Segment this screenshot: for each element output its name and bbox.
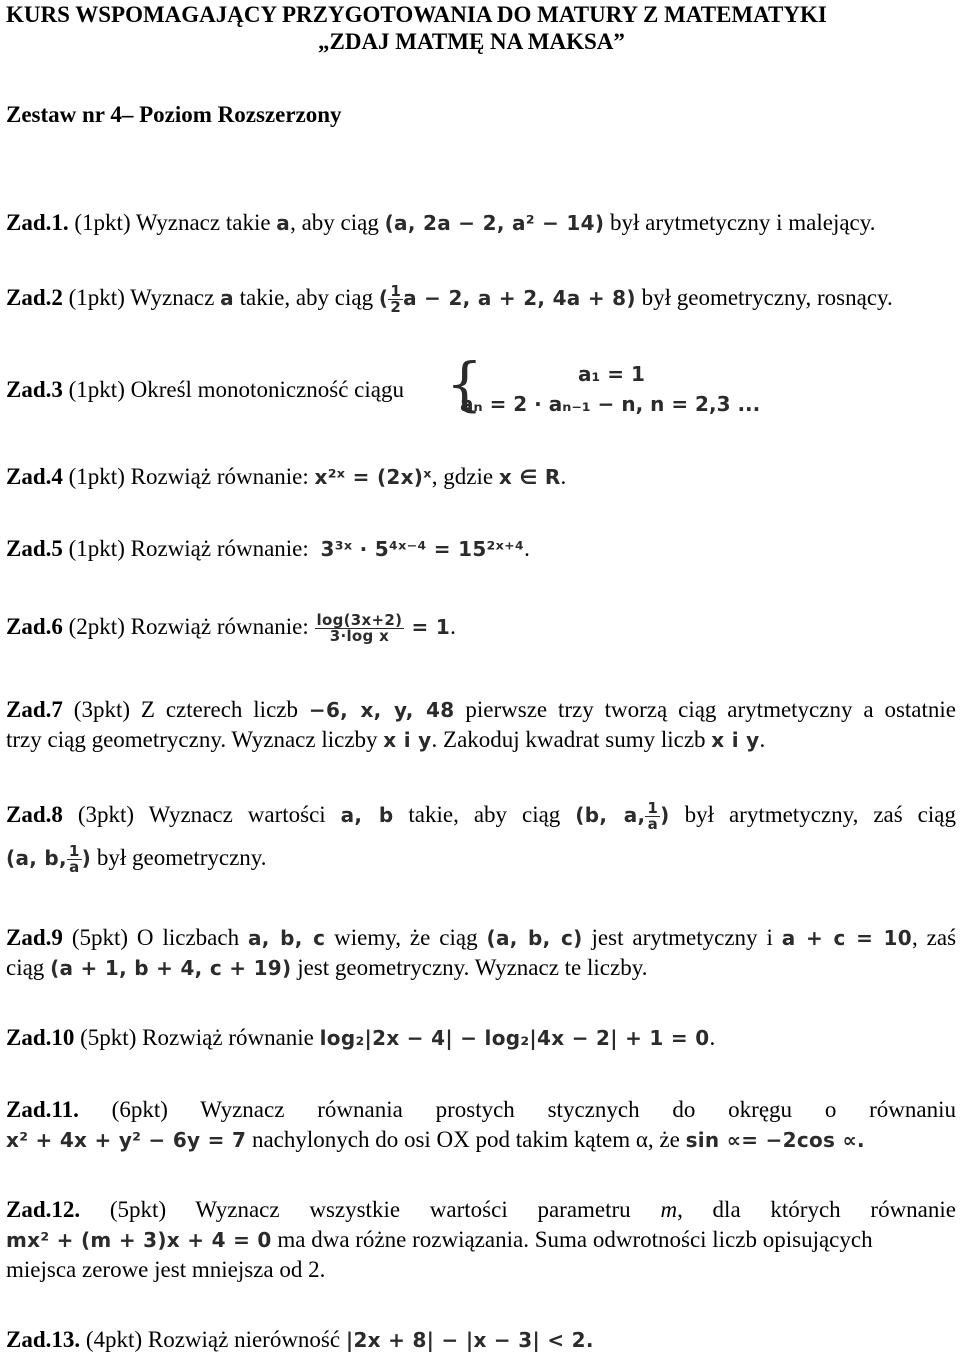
fraction: $\frac{1}{2}$ — [390, 282, 402, 316]
task-label: Zad.5 — [6, 536, 63, 561]
set-title: Zestaw nr 4– Poziom Rozszerzony — [6, 102, 342, 127]
task-text: . — [524, 536, 530, 561]
task-text: , aby ciąg — [290, 210, 379, 235]
task-text: (5pkt) O liczbach — [71, 925, 240, 950]
task-text: (5pkt) Wyznacz wszystkie wartości parametru — [109, 1197, 631, 1222]
task-text: . Zakoduj kwadrat sumy liczb — [431, 727, 706, 752]
task-12-line-2 — [6, 1225, 956, 1255]
task-9-line-1 — [6, 923, 956, 953]
math-expr: |2x + 8| − |x − 3| < 2. — [345, 1328, 594, 1352]
task-11-line-2 — [6, 1125, 956, 1155]
task-text: takie, aby ciąg — [408, 802, 561, 827]
task-label: Zad.3 — [6, 377, 63, 402]
task-text: , zaś — [912, 925, 957, 950]
task-label: Zad.9 — [6, 925, 63, 950]
math-expr: (a, 2a − 2, a² − 14) — [384, 211, 605, 235]
task-label: Zad.4 — [6, 464, 63, 489]
task-text: (4pkt) Rozwiąż nierówność — [85, 1327, 341, 1352]
task-text: . — [759, 727, 766, 752]
task-12-line-1 — [6, 1195, 956, 1225]
task-text: ciąg — [6, 955, 45, 980]
math-expr: $\frac{\log(3x+2)}{\text{3·log x}}$ = 1 — [316, 611, 451, 645]
math-expr: mx² + (m + 3)x + 4 = 0 — [6, 1228, 272, 1252]
math-expr: (a, b, c) — [486, 926, 583, 950]
task-text: miejsca zerowe jest mniejsza od 2. — [6, 1257, 326, 1282]
task-label: Zad.13. — [6, 1327, 81, 1352]
task-text: był geometryczny, rosnący. — [641, 285, 893, 310]
task-9-line-2 — [6, 953, 956, 983]
course-title: KURS WSPOMAGAJĄCY PRZYGOTOWANIA DO MATURY Z MATEMATYKI — [6, 2, 827, 27]
math-expr: a, b, c — [248, 926, 326, 950]
task-text: takie, aby ciąg — [239, 285, 374, 310]
task-text: pierwsze trzy tworzą ciąg arytmetyczny a ostatnie — [465, 697, 956, 722]
fraction: $\frac{\log(3x+2)}{\text{3·log x}}$ — [316, 611, 403, 645]
math-expr: a + c = 10 — [781, 926, 912, 950]
task-text: był arytmetyczny i malejący. — [610, 210, 876, 235]
task-text: (3pkt) Z czterech liczb — [73, 697, 298, 722]
math-expr: sin ∝= −2cos ∝. — [685, 1128, 865, 1152]
left-brace: { — [446, 350, 483, 418]
task-text: jest geometryczny. Wyznacz te liczby. — [297, 955, 648, 980]
task-11-line-1 — [6, 1095, 956, 1125]
recurrence-system — [446, 350, 786, 422]
task-1 — [6, 208, 956, 238]
task-text: (6pkt) Wyznacz równania prostych stycznych do okręgu o równaniu — [111, 1097, 956, 1122]
parameter-symbol: m — [660, 1197, 678, 1222]
math-expr: a — [220, 286, 234, 310]
task-label: Zad.12. — [6, 1197, 81, 1222]
task-text: (1pkt) Określ monotoniczność ciągu — [68, 377, 404, 402]
system-row-1: a₁ = 1 — [578, 362, 645, 386]
task-text: nachylonych do osi OX pod takim kątem α, że — [251, 1127, 680, 1152]
task-6 — [6, 612, 956, 644]
fraction: $\frac{1}{a}$ — [68, 842, 80, 876]
task-text: . — [450, 614, 456, 639]
task-text: , gdzie — [431, 464, 494, 489]
task-text: (1pkt) Wyznacz takie — [74, 210, 271, 235]
task-text: (3pkt) Wyznacz wartości — [77, 802, 326, 827]
task-label: Zad.7 — [6, 697, 63, 722]
course-slogan: „ZDAJ MATMĘ NA MAKSA” — [318, 29, 625, 54]
task-8-line-1 — [6, 800, 956, 832]
task-8-line-2 — [6, 843, 956, 875]
task-7-line-1 — [6, 695, 956, 725]
math-expr: x² + 4x + y² − 6y = 7 — [6, 1128, 247, 1152]
fraction: $\frac{1}{a}$ — [647, 799, 659, 833]
task-text: (1pkt) Rozwiąż równanie: — [68, 536, 309, 561]
math-expr: x ∈ R — [498, 465, 561, 489]
task-7-line-2 — [6, 725, 956, 755]
task-label: Zad.1. — [6, 210, 69, 235]
math-expr: (a, b, $\frac{1}{a}$ ) — [6, 842, 92, 876]
math-expr: ( $\frac{1}{2}$ a − 2, a + 2, 4a + 8) — [378, 282, 636, 316]
task-label: Zad.8 — [6, 802, 63, 827]
math-expr: −6, x, y, 48 — [308, 698, 455, 722]
math-expr: a — [276, 211, 291, 235]
math-expr: (a + 1, b + 4, c + 19) — [50, 956, 292, 980]
task-text: trzy ciąg geometryczny. Wyznacz liczby — [6, 727, 378, 752]
task-text: (2pkt) Rozwiąż równanie: — [68, 614, 309, 639]
task-text: . — [560, 464, 567, 489]
task-text: jest arytmetyczny i — [591, 925, 773, 950]
task-text: . — [709, 1025, 716, 1050]
task-label: Zad.2 — [6, 285, 63, 310]
math-expr: a, b — [340, 803, 394, 827]
math-expr: x i y — [383, 728, 432, 752]
task-label: Zad.6 — [6, 614, 63, 639]
task-text: był arytmetyczny, zaś ciąg — [684, 802, 956, 827]
system-row-2: aₙ = 2 · aₙ₋₁ − n, n = 2,3 ... — [460, 392, 761, 416]
task-5 — [6, 534, 956, 564]
task-4 — [6, 462, 956, 492]
task-12-line-3 — [6, 1255, 956, 1285]
task-13 — [6, 1325, 956, 1355]
math-expr: x i y — [711, 728, 760, 752]
math-expr: (b, a, $\frac{1}{a}$ ) — [575, 799, 670, 833]
task-text: wiemy, że ciąg — [334, 925, 478, 950]
math-expr: x²ˣ = (2x)ˣ — [314, 465, 432, 489]
task-2 — [6, 283, 956, 315]
task-10 — [6, 1023, 956, 1053]
task-text: ma dwa różne rozwiązania. Suma odwrotności liczb opisujących — [277, 1227, 873, 1252]
task-label: Zad.11. — [6, 1097, 79, 1122]
task-text: (1pkt) Rozwiąż równanie: — [68, 464, 309, 489]
task-text: (5pkt) Rozwiąż równanie — [80, 1025, 314, 1050]
task-label: Zad.10 — [6, 1025, 75, 1050]
task-text: (1pkt) Wyznacz — [68, 285, 215, 310]
task-text: , dla których równanie — [677, 1197, 956, 1222]
task-text: był geometryczny. — [96, 845, 267, 870]
math-expr: log₂|2x − 4| − log₂|4x − 2| + 1 = 0 — [319, 1026, 710, 1050]
math-expr: 3³ˣ · 5⁴ˣ⁻⁴ = 15²ˣ⁺⁴ — [320, 537, 525, 561]
